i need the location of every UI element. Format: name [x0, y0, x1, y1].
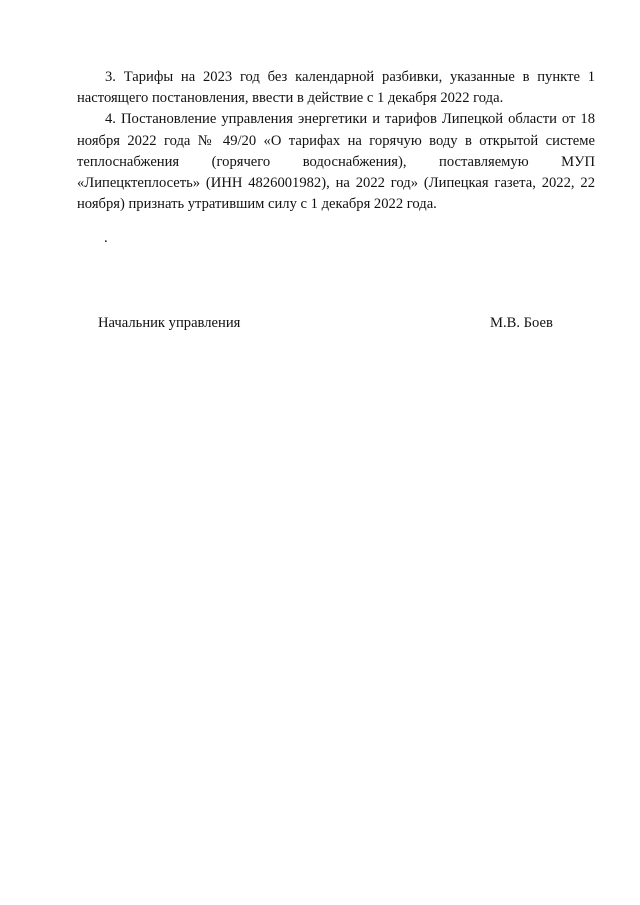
signature-title: Начальник управления [98, 315, 241, 331]
document-body [77, 67, 595, 215]
signature-name: М.В. Боев [490, 315, 553, 331]
paragraph-item-4: 4. Постановление управления энергетики и тарифов Липецкой области от 18 ноября 2022 года № 49/20 «О тарифах на горячую воду в открытой системе теплоснабжения (горячего водоснабжения), поставляемую МУП «Липецктеплосеть» (ИНН 4826001982), на 2022 год» (Липецкая газета, 2022, 22 ноября) признать утратившим силу с 1 декабря 2022 года. [77, 111, 595, 213]
separator-dot: . [104, 230, 108, 246]
paragraph-item-3: 3. Тарифы на 2023 год без календарной разбивки, указанные в пункте 1 настоящего постановления, ввести в действие с 1 декабря 2022 года. [77, 69, 595, 107]
